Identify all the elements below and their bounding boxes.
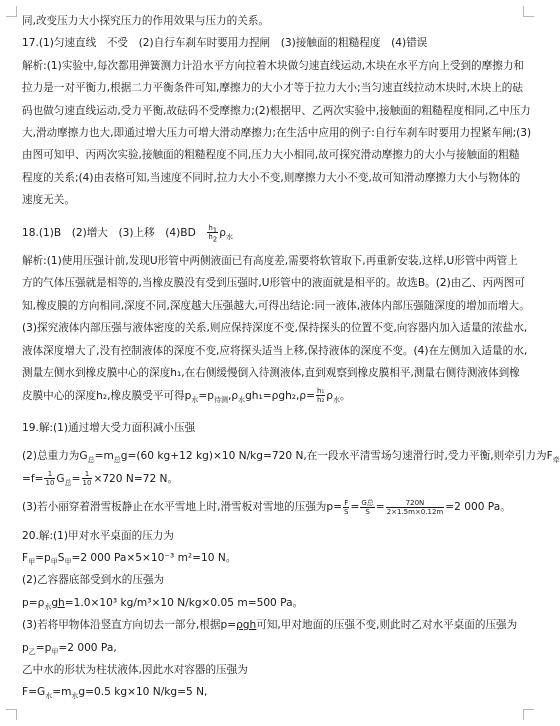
text-span: 皮膜中心的深度h₂,橡皮膜受平可得p (22, 389, 192, 402)
text-line (22, 614, 522, 636)
text-span: 18.(1)B (2)增大 (3)上移 (4)BD (22, 226, 207, 239)
answer-18 (22, 222, 522, 244)
text-span: F=G (22, 686, 46, 699)
text-line: (2)乙容器底部受到水的压强为 (22, 574, 165, 587)
fraction (343, 499, 349, 516)
text-line: 测量左侧水到橡皮膜中心的深度h₁,在右侧缓慢倒入待测液体,直到观察到橡皮膜相平,测量右侧待测液体到橡 (22, 367, 520, 380)
text-span: = (350, 501, 360, 514)
text-line: 液体深度增大了,没有控制液体的深度不变,应将探头适当上移,保持液体的深度不变。(4)在左侧加入适量的水, (22, 344, 528, 357)
fraction (44, 470, 55, 487)
subscript: 1 (212, 226, 218, 235)
denominator: S (344, 507, 349, 516)
text-line: 拉力是一对平衡力,根据二力平衡条件可知,摩擦力的大小才等于拉力大小;当匀速直线拉动木块时,木块上的砝 (22, 82, 523, 95)
text-line: 由图可知甲、丙两次实验,接触面的粗糙程度不同,压力大小相同,故可探究滑动摩擦力的大小与接触面的粗糙 (22, 149, 520, 162)
text-span: =p (198, 389, 214, 402)
text-span: ρ (219, 226, 226, 239)
fraction (360, 499, 374, 516)
subscript: 水 (238, 395, 246, 404)
denominator: h₂ (317, 396, 325, 404)
fraction (386, 499, 445, 516)
denominator: S (365, 507, 370, 516)
text-span: =m (52, 686, 72, 699)
page-corner-mark (523, 6, 534, 17)
text-line (22, 592, 522, 614)
text-line (22, 637, 522, 659)
subscript: 水 (45, 692, 53, 701)
subscript: 甲 (64, 558, 72, 567)
text-line (22, 385, 522, 407)
text-line (22, 496, 522, 518)
subscript: 甲 (50, 558, 58, 567)
text-span: G (56, 472, 65, 485)
text-line: 大,滑动摩擦力也大,即通过增大压力可增大滑动摩擦力;在生活中应用的例子:自行车刹车时要用力捏紧车闸;(3) (22, 127, 532, 140)
denominator: 10 (45, 479, 55, 488)
subscript: 水 (333, 395, 341, 404)
numerator: 1 (82, 470, 93, 479)
text-line: 解析:(1)使用压强计前,发现U形管中两侧液面已有高度差,需要将软管取下,再重新安装,这样,U形管中两管上 (22, 255, 518, 268)
answer-20: 20.解:(1)甲对水平桌面的压力为 (22, 529, 174, 542)
text-span: ρ (326, 389, 334, 402)
text-span: p (22, 641, 29, 654)
numerator: F (344, 498, 349, 507)
text-line (22, 547, 522, 569)
page-corner-mark (6, 709, 17, 720)
text-span: = (375, 501, 385, 514)
subscript: 水 (44, 602, 52, 611)
text-span: (3)若将甲物体沿竖直方向切去一部分,根据p= (22, 619, 237, 632)
text-line: (3)探究液体内部压强与液体密度的关系,则应保持深度不变,保持探头的位置不变,向容器内加入适量的浓盐水, (22, 322, 528, 335)
fraction (316, 387, 325, 404)
text-span: gh₁=ρgh₂,ρ= (245, 389, 316, 402)
text-span: g=0.5 kg×10 N/kg=5 N, (78, 686, 208, 699)
page-corner-mark (523, 709, 534, 720)
text-span: 。 (340, 389, 351, 402)
subscript: 水 (71, 692, 79, 701)
answer-17: 17.(1)匀速直线 不受 (2)自行车刹车时要用力捏闸 (3)接触面的粗糙程度 (4)错误 (22, 37, 428, 50)
text-line: 知,橡皮膜的方向相同,深度不同,深度越大压强越大,可得出结论:同一液体,液体内部压强随深度的增加而增大。 (22, 299, 530, 312)
subscript: 甲 (51, 647, 59, 656)
text-line: 乙中水的形状为柱状液体,因此水对容器的压强为 (22, 663, 248, 676)
text-span: = (71, 472, 81, 485)
underlined-text: gh (51, 596, 65, 609)
subscript: 总 (87, 456, 95, 465)
text-span: (3)若小丽穿着滑雪板静止在水平雪地上时,滑雪板对雪地的压强为p= (22, 501, 343, 514)
text-line: 程度的关系;(4)由表格可知,当速度不同时,拉力大小不变,则摩擦力大小不变,故可知滑动摩擦力大小与物体的 (22, 171, 521, 184)
text-span: =m (94, 450, 114, 463)
subscript: 水 (191, 395, 199, 404)
subscript: 甲 (28, 558, 36, 567)
page-corner-mark (6, 6, 17, 17)
text-line: 方的气体压强就是相等的,当橡皮膜没有受到压强时,U形管中的液面就是相平的。故选B。(2)由乙、丙两图可 (22, 277, 525, 290)
numerator: G总 (361, 498, 374, 507)
text-span: =f= (22, 472, 44, 485)
denominator: 10 (82, 479, 92, 488)
text-line: 码也做匀速直线运动,受力平衡,故砝码不受摩擦力;(2)根据甲、乙两次实验中,接触面的粗糙程度相同,乙中压力 (22, 104, 531, 117)
text-span: =p (35, 551, 51, 564)
text-span: h (208, 233, 213, 242)
numerator: h₁ (317, 387, 325, 395)
fraction (82, 470, 93, 487)
subscript: 总 (113, 456, 121, 465)
subscript: 总 (64, 478, 72, 487)
underlined-text: ρgh (236, 619, 257, 632)
text-span: =2 000 Pa, (58, 641, 117, 654)
text-line (22, 468, 522, 490)
subscript: 水 (225, 232, 233, 241)
text-line: 速度无关。 (22, 194, 75, 207)
text-line (22, 445, 560, 467)
text-line (22, 681, 522, 703)
text-span: (2)总重力为G (22, 450, 88, 463)
text-span: ,ρ (227, 389, 239, 402)
numerator: 720N (386, 499, 445, 508)
text-span: g=(60 kg+12 kg)×10 N/kg=720 N,在一段水平清雪场匀速滑行时,受力平衡,则牵引力为F (120, 450, 553, 463)
subscript: 牵 (552, 456, 560, 465)
denominator: 2×1.5m×0.12m (386, 507, 444, 516)
fraction (207, 224, 218, 244)
subscript: 乙 (28, 647, 36, 656)
subscript: 待测 (213, 395, 228, 404)
numerator: 1 (44, 470, 55, 479)
text-span: =2 000 Pa。 (445, 501, 511, 514)
text-span: =2 000 Pa×5×10⁻³ m²=10 N。 (71, 551, 237, 564)
text-span: =1.0×10³ kg/m³×10 N/kg×0.05 m=500 Pa。 (64, 596, 304, 609)
text-line: 解析:(1)实验中,每次都用弹簧测力计沿水平方向拉着木块做匀速直线运动,木块在水平方向上受到的摩擦力和 (22, 59, 525, 72)
text-span: F (22, 551, 29, 564)
text-span: p=ρ (22, 596, 45, 609)
text-span: ×720 N=72 N。 (93, 472, 179, 485)
text-line: 同,改变压力大小探究压力的作用效果与压力的关系。 (22, 15, 270, 27)
subscript: 2 (212, 235, 218, 244)
document-page (22, 10, 560, 704)
text-span: =p (35, 641, 52, 654)
text-span: h (208, 224, 213, 233)
answer-19: 19.解:(1)通过增大受力面积减小压强 (22, 421, 196, 434)
text-span: 可知,甲对地面的压强不变,则此时乙对水平桌面的压强为 (256, 619, 518, 632)
text-span: S (57, 551, 65, 564)
